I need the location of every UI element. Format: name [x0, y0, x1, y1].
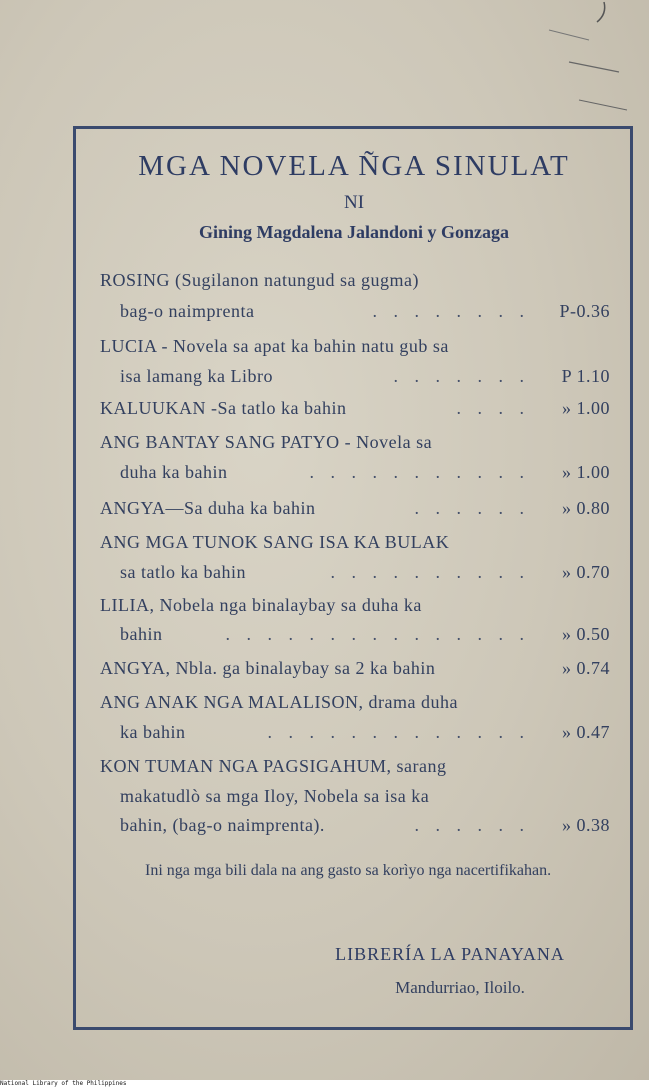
footer-credit: National Library of the Philippines: [0, 1080, 649, 1088]
list-item: [120, 562, 610, 588]
item-price: » 0.38: [562, 815, 610, 835]
list-item: [100, 432, 610, 458]
leader-dots: . . . . . . . . . . . . .: [267, 722, 530, 742]
item-price: » 1.00: [562, 462, 610, 482]
list-item: [100, 498, 610, 524]
item-price: » 0.74: [562, 658, 610, 678]
page-title: MGA NOVELA ÑGA SINULAT: [138, 150, 570, 182]
item-text: ANG MGA TUNOK SANG ISA KA BULAK: [100, 532, 450, 552]
publisher-place: Mandurriao, Iloilo.: [395, 978, 525, 997]
list-item: [120, 366, 610, 392]
item-text: sa tatlo ka bahin: [120, 562, 246, 582]
list-item: [120, 624, 610, 650]
list-item: [100, 270, 610, 296]
item-text: ROSING (Sugilanon natungud sa gugma): [100, 270, 419, 290]
list-item: [120, 815, 610, 841]
list-item: [100, 692, 610, 718]
item-text: ANG ANAK NGA MALALISON, drama duha: [100, 692, 458, 712]
item-text: bahin: [120, 624, 163, 644]
list-item: [100, 595, 610, 621]
item-text: LILIA, Nobela nga binalaybay sa duha ka: [100, 595, 422, 615]
item-text: ANGYA—Sa duha ka bahin: [100, 498, 316, 518]
pencil-marks-icon: [509, 0, 629, 120]
leader-dots: . . . . . . . .: [372, 301, 530, 321]
item-text: ANG BANTAY SANG PATYO - Novela sa: [100, 432, 433, 452]
item-price: » 0.47: [562, 722, 610, 742]
item-text: KALUUKAN -Sa tatlo ka bahin: [100, 398, 347, 418]
item-text: makatudlò sa mga Iloy, Nobela sa isa ka: [120, 786, 430, 806]
item-text: KON TUMAN NGA PAGSIGAHUM, sarang: [100, 756, 447, 776]
item-price: » 0.50: [562, 624, 610, 644]
price-note: Ini nga mga bili dala na ang gasto sa korìyo nga nacertifikahan.: [145, 862, 552, 879]
item-price: P-0.36: [559, 301, 610, 321]
leader-dots: . . . . . . .: [393, 366, 530, 386]
by-label: NI: [343, 192, 365, 213]
item-text: isa lamang ka Libro: [120, 366, 273, 386]
item-text: duha ka bahin: [120, 462, 228, 482]
leader-dots: . . . . . .: [414, 498, 530, 518]
item-text: LUCIA - Novela sa apat ka bahin natu gub sa: [100, 336, 449, 356]
item-text: bag-o naimprenta: [120, 301, 255, 321]
list-item: [120, 301, 610, 327]
leader-dots: . . . . . . . . . .: [330, 562, 530, 582]
list-item: [120, 786, 610, 812]
author-name: Gining Magdalena Jalandoni y Gonzaga: [198, 222, 510, 242]
leader-dots: . . . .: [456, 398, 530, 418]
list-item: [100, 658, 610, 684]
item-text: ka bahin: [120, 722, 186, 742]
leader-dots: . . . . . . . . . . . . . . .: [225, 624, 530, 644]
item-text: ANGYA, Nbla. ga binalaybay sa 2 ka bahin: [100, 658, 436, 678]
list-item: [100, 336, 610, 362]
item-price: » 0.70: [562, 562, 610, 582]
list-item: [120, 462, 610, 488]
publisher-name: LIBRERÍA LA PANAYANA: [335, 944, 565, 964]
list-item: [100, 532, 610, 558]
list-item: [100, 398, 610, 424]
list-item: [100, 756, 610, 782]
item-text: bahin, (bag-o naimprenta).: [120, 815, 325, 835]
list-item: [120, 722, 610, 748]
leader-dots: . . . . . . . . . . .: [309, 462, 530, 482]
item-price: » 0.80: [562, 498, 610, 518]
leader-dots: . . . . . .: [414, 815, 530, 835]
item-price: » 1.00: [562, 398, 610, 418]
item-price: P 1.10: [561, 366, 610, 386]
